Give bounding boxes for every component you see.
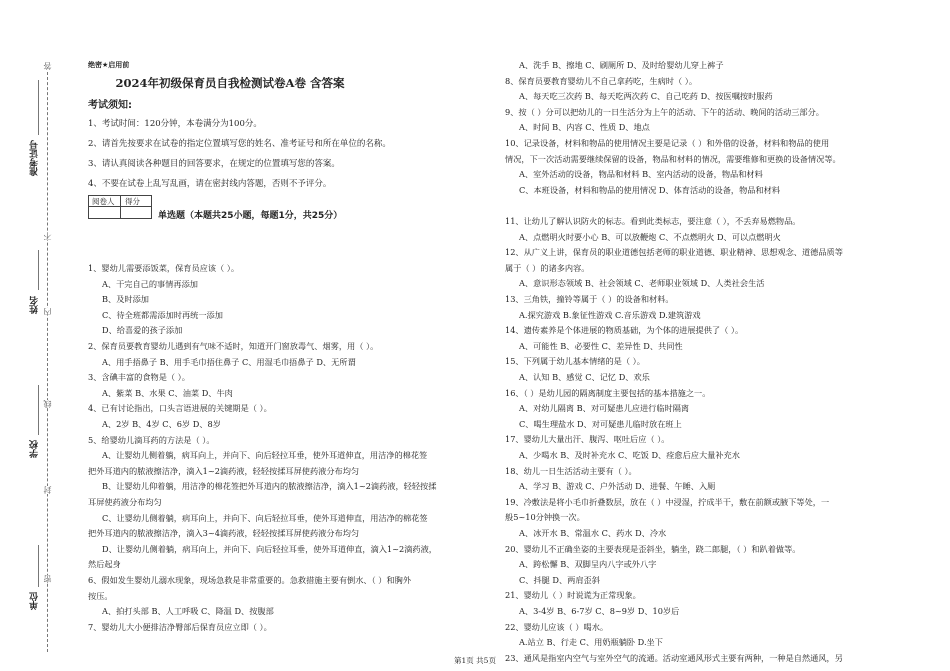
- binding-label-name: 姓名: [30, 296, 40, 314]
- question-text: 8、保育员要教育婴幼儿不自己拿药吃，生病时（ ）。: [505, 75, 698, 86]
- question-text: 18、幼儿一日生活活动主要有（ ）。: [505, 465, 637, 476]
- answer-option: D、给喜爱的孩子添加: [102, 325, 183, 336]
- seal-mark-nei: 内: [43, 308, 52, 316]
- question-text: 情况，下一次活动需要继续保留的设备，物品和材料的情况，需要维修和更换的设备情况等。: [505, 153, 841, 164]
- question-text: 13、三角铁，撞铃等属于（ ）的设备和材料。: [505, 294, 674, 304]
- answer-option: A、可能性 B、必要性 C、差异性 D、共同性: [519, 340, 683, 351]
- question-text: 16、（ ）是幼儿园的隔离制度主要包括的基本措施之一。: [505, 387, 711, 398]
- seal-mark-mi: 密: [43, 575, 52, 583]
- answer-option: A、紫菜 B、水果 C、油菜 D、牛肉: [102, 387, 233, 398]
- question-text: 1、婴幼儿需要添饭菜，保育员应该（ ）。: [88, 263, 240, 273]
- score-box: [88, 195, 152, 219]
- question-text: 10、记录设备，材料和物品的使用情况主要是记录（ ）和外借的设备，材料和物品的使用: [505, 138, 830, 148]
- answer-option: A、认知 B、感觉 C、记忆 D、欢乐: [519, 372, 650, 382]
- question-text: 般5~10分钟换一次。: [505, 512, 585, 523]
- question-text: 耳屏使药液分布均匀: [88, 497, 162, 507]
- notice-item: 4、不要在试卷上乱写乱画，请在密封线内答题，否则不予评分。: [88, 179, 332, 189]
- school-underline: [38, 385, 39, 435]
- question-text: 4、已有讨论指出，口头言语进展的关键期是（ ）。: [88, 403, 272, 414]
- question-text: 7、婴幼儿大小便排洁净臀部后保育员应立即（ ）。: [88, 621, 272, 632]
- question-text: 6、假如发生婴幼儿溺水现象，现场急救是非常重要的。急救措施主要有倒水、（ ）和胸外: [88, 575, 412, 585]
- question-text: 9、按（ ）分可以把幼儿的一日生活分为上午的活动、下午的活动、晚间的活动三部分。: [505, 106, 824, 117]
- notice-item: 2、请首先按要求在试卷的指定位置填写您的姓名、准考证号和所在单位的名称。: [88, 139, 391, 149]
- binding-label-exam-number: 准考证号: [30, 140, 40, 176]
- answer-option: C、待全班都需添加时再统一添加: [102, 309, 223, 320]
- question-text: 把外耳道内的脓液擦洁净，滴入1~2滴药液，轻轻按揉耳屏使药液分布均匀: [88, 465, 360, 476]
- answer-option: A、少喝水 B、及时补充水 C、吃饭 D、痊愈后应大量补充水: [519, 450, 740, 460]
- secret-label: 绝密★启用前: [88, 61, 130, 69]
- question-text: 2、保育员要教育婴幼儿遇到有气味不适时，知道开门窗放毒气、烟雾，用（ ）。: [88, 341, 379, 351]
- answer-option: A、学习 B、游戏 C、户外活动 D、进餐、午睡、入厕: [519, 481, 716, 492]
- question-text: 属于（ ）的诸多内容。: [505, 262, 590, 273]
- answer-option: A、室外活动的设备，物品和材料 B、室内活动的设备，物品和材料: [519, 169, 763, 180]
- answer-option: A.探究游戏 B.象征性游戏 C.音乐游戏 D.建筑游戏: [519, 309, 701, 320]
- answer-option: A、时间 B、内容 C、性质 D、地点: [519, 122, 650, 133]
- question-text: 19、冷敷法是将小毛巾折叠数层，放在（ ）中浸湿，拧成半干，敷在前额或腋下等处，一: [505, 496, 830, 507]
- answer-option: A.站立 B、行走 C、用奶瓶躺卧 D.坐下: [519, 637, 663, 648]
- answer-option: C、本班设备，材料和物品的使用情况 D、体育活动的设备，物品和材料: [519, 184, 781, 195]
- question-text: 14、遗传素养是个体进展的物质基础，为个体的进展提供了（ ）。: [505, 325, 744, 336]
- score-box-divider: [120, 196, 121, 218]
- answer-option: C、让婴幼儿侧着躺，病耳向上，并向下、向后轻拉耳垂，使外耳道伸直，用洁净的棉花签: [102, 512, 428, 523]
- section-heading: 单选题（本题共25小题，每题1分，共25分）: [158, 211, 343, 221]
- seal-mark-da: 答: [43, 62, 52, 70]
- question-text: 3、含碘丰富的食物是（ ）。: [88, 372, 190, 383]
- page-title: 2024年初级保育员自我检测试卷A卷 含答案: [115, 76, 345, 90]
- answer-option: A、拍打头部 B、人工呼吸 C、降温 D、按腹部: [102, 606, 274, 617]
- answer-option: A、2岁 B、4岁 C、6岁 D、8岁: [102, 419, 221, 429]
- question-text: 22、婴幼儿应该（ ）喝水。: [505, 621, 609, 632]
- seal-line: [47, 62, 48, 652]
- question-text: 把外耳道内的脓液擦洁净，滴入3~4滴药液，轻轻按揉耳屏使药液分布均匀: [88, 528, 360, 539]
- question-text: 21、婴幼儿（ ）时说谎为正常现象。: [505, 590, 641, 601]
- answer-option: A、洗手 B、擦地 C、刷厕所 D、及时给婴幼儿穿上裤子: [519, 60, 724, 70]
- name-underline: [38, 250, 39, 290]
- question-text: 5、给婴幼儿滴耳药的方法是（ ）。: [88, 434, 215, 445]
- question-text: 然后起身: [88, 559, 121, 570]
- answer-option: B、及时添加: [102, 294, 149, 305]
- answer-option: A、用手捂鼻子 B、用手毛巾捂住鼻子 C、用湿毛巾捂鼻子 D、无所谓: [102, 356, 356, 367]
- question-text: 15、下列属于幼儿基本情绪的是（ ）。: [505, 356, 645, 367]
- unit-underline: [38, 545, 39, 587]
- answer-option: A、对幼儿隔离 B、对可疑患儿应进行临时隔离: [519, 403, 690, 414]
- question-text: 按压。: [88, 590, 113, 601]
- seal-mark-feng: 封: [43, 486, 52, 494]
- seal-mark-xian: 线: [43, 400, 52, 408]
- answer-option: A、意识形态领域 B、社会领域 C、老师职业领域 D、人类社会生活: [519, 278, 765, 289]
- question-text: 23、通风是指室内空气与室外空气的流通。活动室通风形式主要有两种，一种是自然通风，另: [505, 652, 843, 663]
- answer-option: A、每天吃三次药 B、每天吃两次药 C、自己吃药 D、按医嘱按时服药: [519, 91, 773, 102]
- notice-heading: 考试须知:: [88, 100, 132, 111]
- question-text: 12、从广义上讲，保育员的职业道德包括老师的职业道德、职业精神、思想观念、道德品质等: [505, 247, 843, 258]
- seal-mark-bu: 不: [43, 232, 52, 240]
- answer-option: A、让婴幼儿侧着躺，病耳向上，并向下、向后轻拉耳垂，使外耳道伸直，用洁净的棉花签: [102, 450, 428, 461]
- question-text: 11、让幼儿了解认识防火的标志。看到此类标志，要注意（ ），不丢弃易燃物品。: [505, 216, 801, 226]
- binding-label-unit: 单位: [30, 592, 40, 610]
- answer-option: C、喝生理盐水 D、对可疑患儿临时放在班上: [519, 418, 682, 429]
- answer-option: A、点燃明火时要小心 B、可以放鞭炮 C、不点燃明火 D、可以点燃明火: [519, 231, 781, 242]
- answer-option: B、让婴幼儿仰着躺，用洁净的棉花签把外耳道内的脓液擦洁净，滴入1~2滴药液，轻轻按揉: [102, 481, 437, 492]
- answer-option: D、让婴幼儿侧着躺，病耳向上，并向下、向后轻拉耳垂，使外耳道伸直，滴入1~2滴药液，: [102, 543, 437, 554]
- question-text: 17、婴幼儿大量出汗、腹泻、呕吐后应（ ）。: [505, 434, 670, 445]
- answer-option: A、冰开水 B、常温水 C、药水 D、冷水: [519, 528, 667, 538]
- question-text: 20、婴幼儿不正确坐姿的主要表现是歪斜坐，躺坐，跷二郎腿，（ ）和趴着做等。: [505, 543, 801, 554]
- answer-option: A、3-4岁 B、6-7岁 C、8~9岁 D、10岁后: [519, 606, 680, 616]
- answer-option: A、跨松懈 B、双脚呈内八字或外八字: [519, 559, 657, 570]
- answer-option: C、抖腿 D、两肩歪斜: [519, 574, 600, 585]
- reviewer-label: 阅卷人: [92, 197, 115, 206]
- score-label: 得分: [125, 197, 140, 206]
- notice-item: 3、请认真阅读各种题目的回答要求，在规定的位置填写您的答案。: [88, 159, 340, 169]
- notice-item: 1、考试时间：120分钟，本卷满分为100分。: [88, 119, 262, 129]
- binding-label-school: 学校: [30, 440, 40, 458]
- page-footer: 第1页 共5页: [454, 656, 496, 665]
- answer-option: A、干完自己的事情再添加: [102, 278, 198, 289]
